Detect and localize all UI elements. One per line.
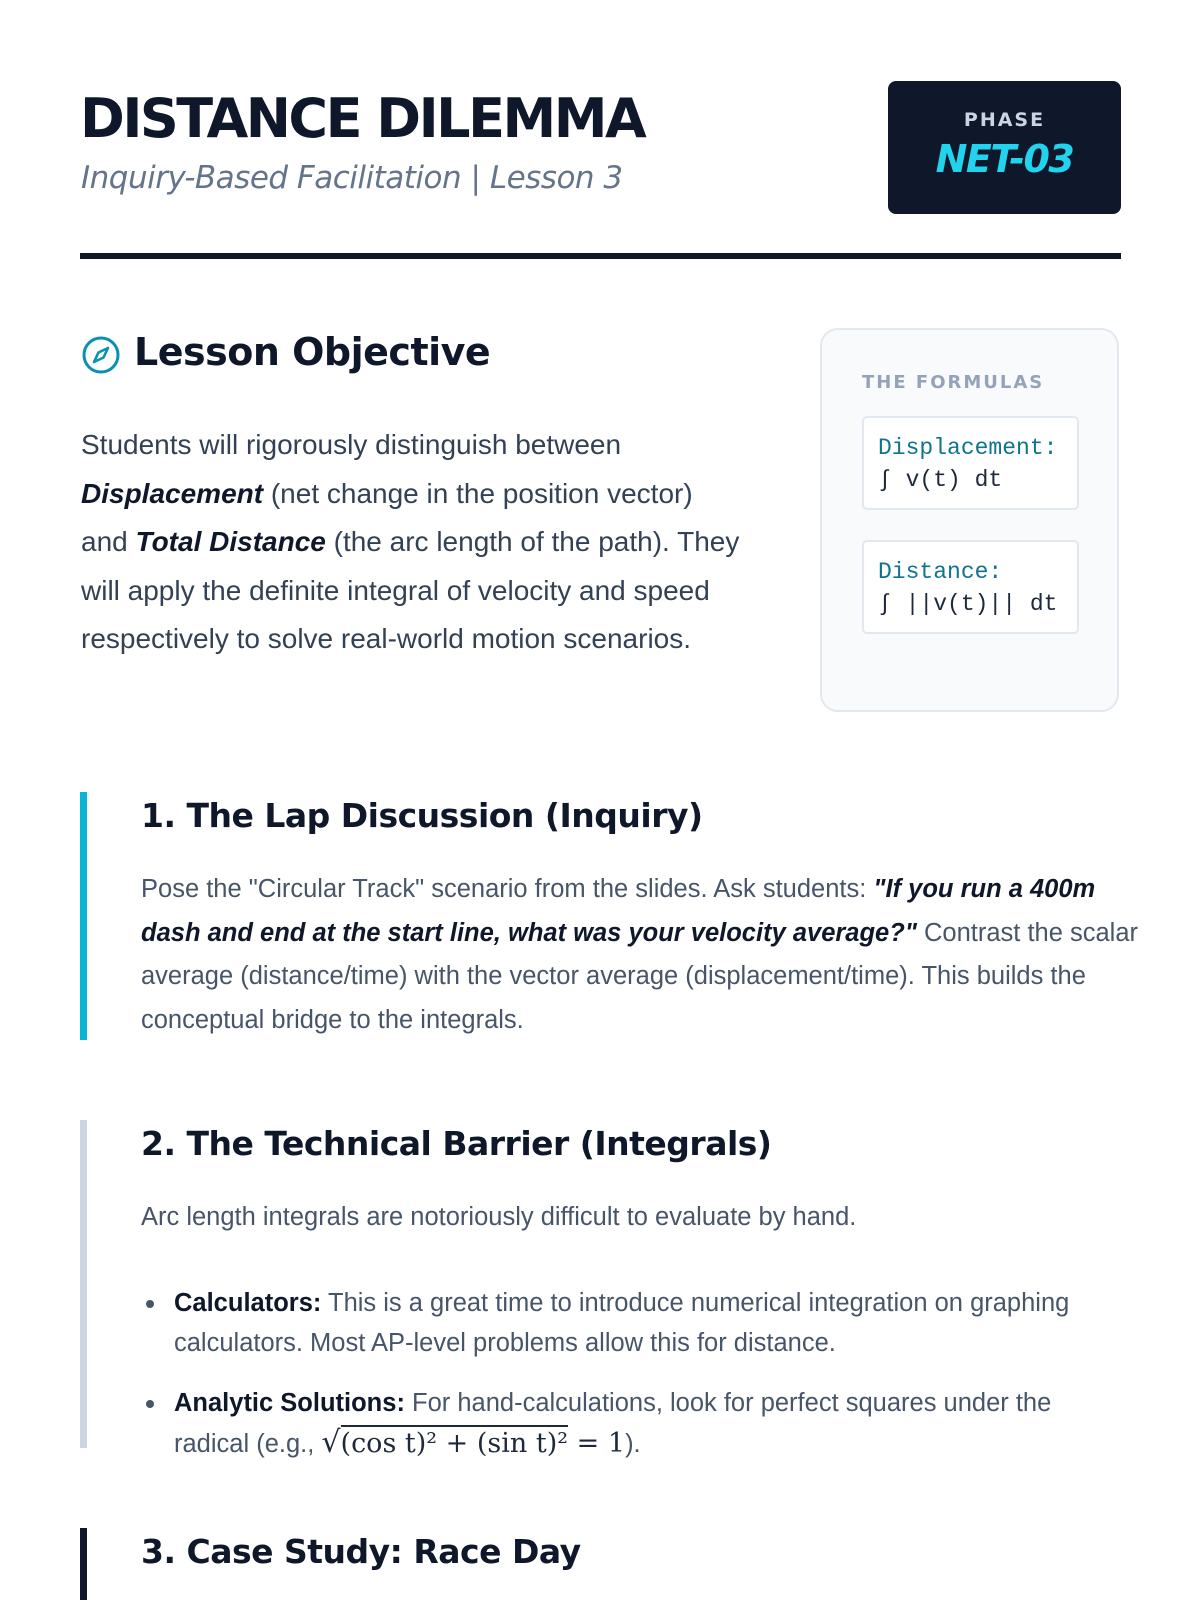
section-accent-bar: [80, 1120, 87, 1448]
section-text: Pose the "Circular Track" scenario from the slides. Ask students: "If you run a 400m dash and end at the start line, what was your velocity average?" Contrast the scalar average (distance/time) with the vector average (displacement/time). This builds the conceptual bridge to the integrals.: [141, 875, 1139, 1034]
objective-text: Students will rigorously distinguish between Displacement (net change in the position vector) and Total Distance (the arc length of the path). They will apply the definite integral of velocity and speed respectively to solve real-world motion scenarios.: [81, 429, 740, 654]
header-divider: [80, 253, 1121, 259]
formula-expression: ∫ v(t) dt: [878, 467, 1003, 493]
compass-icon: [81, 335, 121, 375]
page-title: DISTANCE DILEMMA: [80, 87, 645, 150]
formula-card-displacement: [862, 416, 1079, 510]
formula-name: Displacement:: [878, 435, 1058, 461]
phase-code: NET-03: [935, 137, 1074, 181]
formula-card-distance: [862, 540, 1079, 634]
section-title: 2. The Technical Barrier (Integrals): [141, 1124, 772, 1163]
inquiry-quote: "If you run a 400m dash and end at the start line, what was your velocity average?": [141, 875, 1096, 947]
bullet-dot-icon: [146, 1400, 154, 1408]
section-title: 1. The Lap Discussion (Inquiry): [141, 796, 703, 835]
bullet-dot-icon: [146, 1300, 154, 1308]
phase-badge: [888, 81, 1121, 214]
formula-name: Distance:: [878, 559, 1003, 585]
objective-heading: Lesson Objective: [134, 330, 491, 374]
formulas-panel: [820, 328, 1119, 712]
math-expression: √(cos t)² + (sin t)² = 1: [321, 1425, 626, 1460]
section-title: 3. Case Study: Race Day: [141, 1532, 581, 1571]
term-total-distance: Total Distance: [135, 526, 326, 557]
section-technical-barrier: [80, 1120, 1121, 1460]
phase-label: PHASE: [963, 109, 1046, 131]
term-displacement: Displacement: [81, 477, 264, 509]
page-subtitle: Inquiry-Based Facilitation | Lesson 3: [81, 160, 623, 196]
section-accent-bar: [80, 1528, 87, 1600]
section-lap-discussion: [80, 792, 1139, 1040]
section-accent-bar: [80, 792, 87, 1040]
bullet-list: [141, 1283, 1121, 1484]
section-case-study: [80, 1528, 1121, 1600]
list-item: Calculators: This is a great time to introduce numerical integration on graphing calculators. Most AP-level problems allow this for distance.: [141, 1283, 1121, 1363]
section-intro: Arc length integrals are notoriously difficult to evaluate by hand.: [141, 1203, 857, 1231]
list-item: Analytic Solutions: For hand-calculations, look for perfect squares under the radical (e.g., √(cos t)² + (sin t)² = 1).: [141, 1383, 1121, 1464]
formulas-heading: THE FORMULAS: [862, 372, 1045, 393]
formula-expression: ∫ ||v(t)|| dt: [878, 591, 1058, 617]
